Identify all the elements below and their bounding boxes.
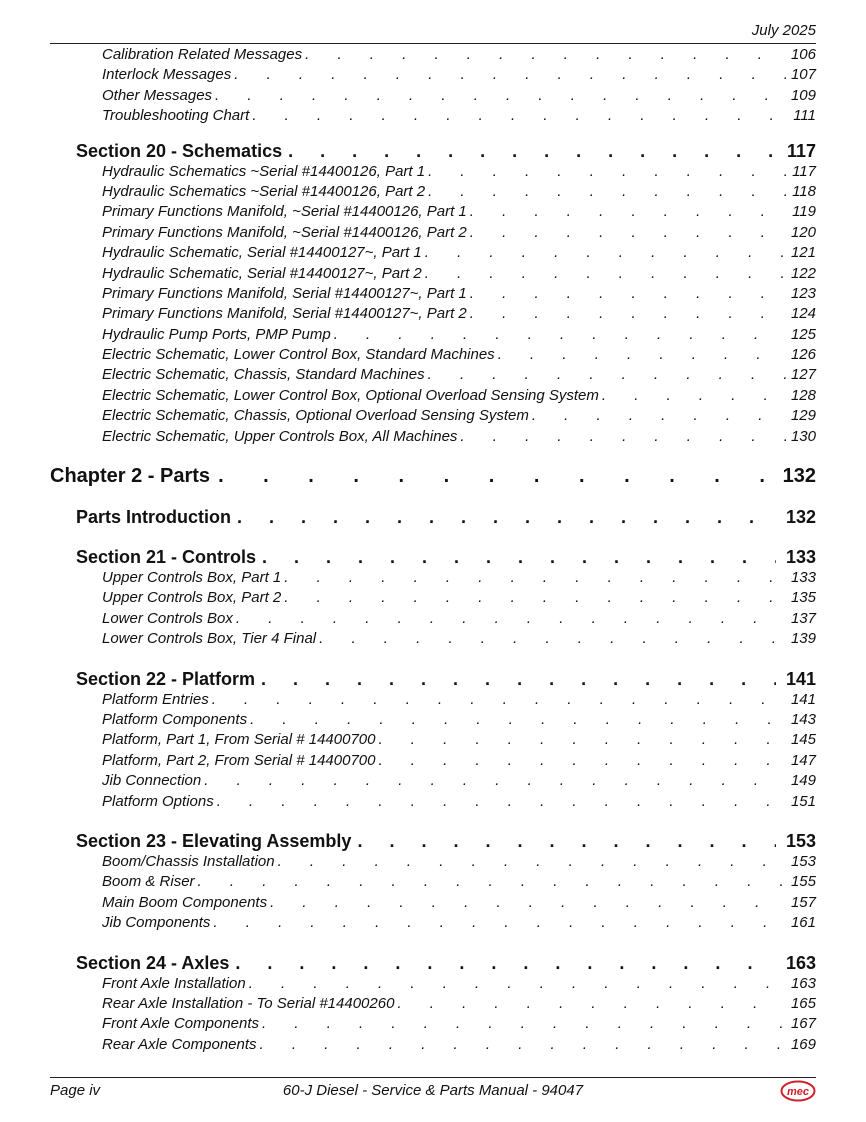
toc-entry[interactable] <box>50 711 816 731</box>
toc-section-page: 117 <box>786 140 816 161</box>
toc-entry[interactable] <box>50 346 816 366</box>
toc-section-page: 153 <box>785 830 816 851</box>
toc-entry-title: Interlock Messages <box>102 66 232 84</box>
header-rule <box>50 43 816 44</box>
toc-entry[interactable] <box>50 366 816 386</box>
dot-leader <box>467 305 786 322</box>
toc-entry[interactable] <box>50 873 816 893</box>
dot-leader <box>257 1036 786 1053</box>
toc-entry-page: 119 <box>792 203 816 221</box>
toc-entry-page: 155 <box>790 873 816 891</box>
toc-entry-page: 153 <box>790 852 816 870</box>
toc-entry[interactable] <box>50 407 816 427</box>
toc-entry-title: Primary Functions Manifold, ~Serial #14400126, Part 2 <box>102 223 467 241</box>
dot-leader <box>425 183 786 200</box>
toc-entry[interactable] <box>50 569 816 589</box>
toc-section-title: Section 23 - Elevating Assembly <box>76 830 352 851</box>
dot-leader <box>425 366 786 383</box>
toc-entry-title: Jib Connection <box>102 772 202 790</box>
toc-entry[interactable] <box>50 66 816 86</box>
toc-group-section-22 <box>50 691 816 813</box>
toc-entry-title: Lower Controls Box, Tier 4 Final <box>102 630 317 648</box>
toc-entry[interactable] <box>50 46 816 66</box>
toc-section-title: Section 24 - Axles <box>76 952 230 973</box>
toc-entry-title: Upper Controls Box, Part 1 <box>102 569 282 587</box>
toc-entry-page: 137 <box>790 609 816 627</box>
toc-group-top <box>50 46 816 128</box>
dot-leader <box>375 752 786 769</box>
toc-section-24[interactable] <box>50 953 816 975</box>
svg-text:mec: mec <box>786 1086 810 1098</box>
toc-entry-title: Lower Controls Box <box>102 609 233 627</box>
dot-leader <box>229 953 776 974</box>
toc-entry[interactable] <box>50 265 816 285</box>
toc-entry[interactable] <box>50 731 816 751</box>
footer-rule <box>50 1077 816 1078</box>
toc-entry-title: Electric Schematic, Upper Controls Box, All Machines <box>102 427 458 445</box>
toc-entry-page: 163 <box>790 974 816 992</box>
dot-leader <box>275 853 786 870</box>
dot-leader <box>214 793 786 810</box>
dot-leader <box>201 772 786 789</box>
toc-entry-page: 139 <box>790 630 816 648</box>
dot-leader <box>281 569 786 586</box>
toc-entry-title: Primary Functions Manifold, Serial #14400127~, Part 2 <box>102 305 467 323</box>
toc-entry[interactable] <box>50 203 816 223</box>
dot-leader <box>331 326 786 343</box>
toc-entry-page: 157 <box>790 893 816 911</box>
toc-entry-page: 117 <box>792 162 816 180</box>
toc-entry-page: 111 <box>793 107 816 125</box>
toc-entry-title: Electric Schematic, Lower Control Box, Standard Machines <box>102 346 495 364</box>
toc-section-23[interactable] <box>50 831 816 853</box>
toc-entry[interactable] <box>50 1015 816 1035</box>
toc-entry-title: Platform Components <box>102 710 248 728</box>
toc-entry-page: 129 <box>790 407 816 425</box>
toc-entry-page: 141 <box>790 690 816 708</box>
toc-entry-page: 149 <box>790 772 816 790</box>
toc-chapter-page: 132 <box>782 465 816 488</box>
dot-leader <box>212 87 786 104</box>
toc-entry-title: Hydraulic Pump Ports, PMP Pump <box>102 325 331 343</box>
toc-entry[interactable] <box>50 853 816 873</box>
toc-entry-page: 122 <box>790 264 816 282</box>
toc-entry-page: 106 <box>790 46 816 63</box>
toc-entry-title: Platform, Part 1, From Serial # 14400700 <box>102 731 376 749</box>
dot-leader <box>599 387 786 404</box>
toc-group-section-20 <box>50 163 816 448</box>
footer-manual-title: 60-J Diesel - Service & Parts Manual - 94047 <box>282 1082 584 1099</box>
dot-leader <box>256 547 776 568</box>
dot-leader <box>209 691 786 708</box>
toc-entry-title: Boom & Riser <box>102 873 195 891</box>
dot-leader <box>259 1015 786 1032</box>
toc-entry-page: 145 <box>790 731 816 749</box>
page-footer <box>50 1080 816 1104</box>
toc-entry[interactable] <box>50 428 816 448</box>
toc-entry-title: Platform, Part 2, From Serial # 14400700 <box>102 751 376 769</box>
toc-entry[interactable] <box>50 387 816 407</box>
toc-entry-title: Rear Axle Installation - To Serial #14400260 <box>102 994 395 1012</box>
dot-leader <box>231 507 776 528</box>
toc-entry-page: 169 <box>790 1035 816 1053</box>
toc-entry[interactable] <box>50 244 816 264</box>
toc-section-title: Section 22 - Platform <box>76 668 256 689</box>
toc-entry[interactable] <box>50 691 816 711</box>
dot-leader <box>210 914 786 931</box>
toc-entry-title: Hydraulic Schematic, Serial #14400127~, Part 1 <box>102 244 422 262</box>
toc-entry-page: 135 <box>790 589 816 607</box>
toc-entry-title: Main Boom Components <box>102 893 268 911</box>
dot-leader <box>267 894 786 911</box>
toc-section-page: 133 <box>785 547 816 568</box>
dot-leader <box>467 203 786 220</box>
toc-section-title: Section 21 - Controls <box>76 547 257 568</box>
dot-leader <box>422 244 786 261</box>
toc-entry[interactable] <box>50 914 816 934</box>
toc-entry-page: 120 <box>790 223 816 241</box>
toc-entry-title: Upper Controls Box, Part 2 <box>102 589 282 607</box>
toc-entry[interactable] <box>50 285 816 305</box>
toc-entry-title: Jib Components <box>102 914 211 932</box>
toc-entry[interactable] <box>50 610 816 630</box>
toc-entry-page: 127 <box>790 366 816 384</box>
toc-entry-title: Front Axle Components <box>102 1015 260 1033</box>
toc-entry[interactable] <box>50 183 816 203</box>
dot-leader <box>249 107 786 124</box>
toc-entry-page: 118 <box>792 182 816 200</box>
toc-entry-page: 124 <box>790 305 816 323</box>
toc-entry[interactable] <box>50 87 816 107</box>
toc-group-section-23 <box>50 853 816 935</box>
toc-entry[interactable] <box>50 630 816 650</box>
dot-leader <box>316 630 786 647</box>
toc-entry-title: Other Messages <box>102 86 213 104</box>
toc-entry[interactable] <box>50 793 816 813</box>
toc-section-page: 163 <box>785 952 816 973</box>
toc-section-title: Parts Introduction <box>76 507 232 528</box>
dot-leader <box>529 407 786 424</box>
toc-entry[interactable] <box>50 1036 816 1056</box>
toc-entry-page: 123 <box>790 284 816 302</box>
dot-leader <box>247 711 786 728</box>
toc-entry-title: Electric Schematic, Lower Control Box, Optional Overload Sensing System <box>102 386 599 404</box>
toc-chapter-2[interactable] <box>50 465 816 489</box>
dot-leader <box>210 465 783 488</box>
toc-entry-page: 151 <box>790 792 816 810</box>
toc-entry-title: Calibration Related Messages <box>102 46 303 63</box>
toc-entry-title: Primary Functions Manifold, Serial #14400127~, Part 1 <box>102 284 467 302</box>
toc-entry-title: Electric Schematic, Chassis, Standard Machines <box>102 366 425 384</box>
toc-entry-title: Platform Options <box>102 792 214 810</box>
toc-entry-page: 130 <box>790 427 816 445</box>
dot-leader <box>195 873 786 890</box>
dot-leader <box>422 265 786 282</box>
toc-entry-page: 109 <box>790 86 816 104</box>
toc-group-section-21 <box>50 569 816 651</box>
toc-entry-page: 126 <box>790 346 816 364</box>
toc-entry[interactable] <box>50 975 816 995</box>
dot-leader <box>495 346 786 363</box>
toc-entry-page: 161 <box>790 914 816 932</box>
toc-entry-title: Troubleshooting Chart <box>102 107 250 125</box>
toc-group-section-24 <box>50 975 816 1057</box>
toc-entry[interactable] <box>50 894 816 914</box>
toc-entry-page: 147 <box>790 751 816 769</box>
toc-entry-page: 165 <box>790 994 816 1012</box>
toc-entry-title: Rear Axle Components <box>102 1035 257 1053</box>
toc-entry[interactable] <box>50 752 816 772</box>
header-date: July 2025 <box>751 22 816 39</box>
toc-entry-title: Electric Schematic, Chassis, Optional Overload Sensing System <box>102 407 529 425</box>
toc-entry-title: Hydraulic Schematics ~Serial #14400126, Part 1 <box>102 162 426 180</box>
toc-entry[interactable] <box>50 305 816 325</box>
mec-logo <box>780 1080 816 1102</box>
dot-leader <box>282 141 776 162</box>
toc-section-22[interactable] <box>50 669 816 691</box>
toc-entry-page: 125 <box>790 325 816 343</box>
footer-page-number: Page iv <box>50 1082 101 1099</box>
dot-leader <box>281 589 786 606</box>
toc-entry-page: 133 <box>790 569 816 587</box>
dot-leader <box>457 428 786 445</box>
dot-leader <box>246 975 786 992</box>
dot-leader <box>425 163 786 180</box>
dot-leader <box>375 731 786 748</box>
dot-leader <box>302 46 786 63</box>
toc-entry[interactable] <box>50 326 816 346</box>
toc-entry-page: 128 <box>790 386 816 404</box>
toc-entry-title: Platform Entries <box>102 690 209 708</box>
toc-entry-title: Boom/Chassis Installation <box>102 852 275 870</box>
toc-entry-title: Primary Functions Manifold, ~Serial #14400126, Part 1 <box>102 203 467 221</box>
toc-entry[interactable] <box>50 107 816 127</box>
toc-entry[interactable] <box>50 995 816 1015</box>
toc-section-page: 141 <box>785 668 816 689</box>
toc-entry[interactable] <box>50 163 816 183</box>
toc-chapter-title: Chapter 2 - Parts <box>50 465 211 488</box>
dot-leader <box>233 610 786 627</box>
toc-entry-title: Hydraulic Schematics ~Serial #14400126, Part 2 <box>102 182 426 200</box>
dot-leader <box>467 285 786 302</box>
toc-entry-page: 121 <box>790 244 816 262</box>
dot-leader <box>231 66 786 83</box>
dot-leader <box>467 224 786 241</box>
dot-leader <box>351 831 776 852</box>
toc-section-page: 132 <box>785 507 816 528</box>
toc-entry-title: Front Axle Installation <box>102 974 246 992</box>
table-of-contents <box>50 46 816 1056</box>
toc-section-21[interactable] <box>50 547 816 569</box>
toc-entry-page: 167 <box>790 1015 816 1033</box>
toc-entry-title: Hydraulic Schematic, Serial #14400127~, Part 2 <box>102 264 422 282</box>
toc-section-20[interactable] <box>50 141 816 163</box>
toc-entry-page: 143 <box>790 710 816 728</box>
toc-entry[interactable] <box>50 224 816 244</box>
toc-section-title: Section 20 - Schematics <box>76 140 283 161</box>
toc-entry[interactable] <box>50 589 816 609</box>
toc-parts-introduction[interactable] <box>50 507 816 529</box>
toc-entry[interactable] <box>50 772 816 792</box>
dot-leader <box>255 669 776 690</box>
toc-entry-page: 107 <box>790 66 816 84</box>
dot-leader <box>394 995 786 1012</box>
